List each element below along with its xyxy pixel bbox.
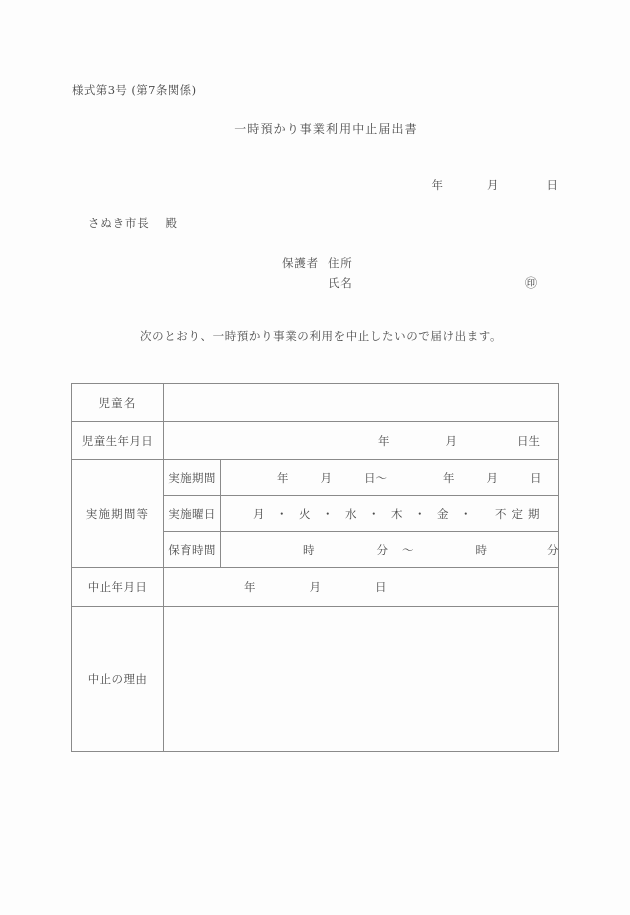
declaration-statement: 次のとおり、一時預かり事業の利用を中止したいので届け出ます。: [140, 329, 503, 343]
guardian-address-label: 住所: [328, 256, 353, 270]
weekday-option-wed[interactable]: 水: [345, 506, 357, 521]
period-end-year-label: 年: [443, 470, 455, 485]
period-start-year-label: 年: [277, 470, 289, 485]
child-birthdate-input[interactable]: [164, 422, 559, 460]
care-start-minute-label: 分: [376, 542, 388, 557]
child-birthdate-label: 児童生年月日: [72, 422, 164, 460]
weekday-separator: ・: [414, 506, 426, 521]
period-start-day-label: 日～: [364, 470, 387, 485]
stop-date-label: 中止年月日: [72, 568, 164, 607]
guardian-name-label: 氏名: [328, 276, 353, 290]
child-name-label: 児童名: [72, 384, 164, 422]
weekday-separator: ・: [460, 506, 472, 521]
guardian-label: 保護者: [282, 256, 319, 270]
stop-year-label: 年: [244, 580, 256, 594]
child-name-input[interactable]: [164, 384, 559, 422]
period-start-month-label: 月: [320, 470, 332, 485]
care-hours-input[interactable]: [221, 532, 559, 568]
stop-month-label: 月: [309, 580, 321, 594]
date-year-label: 年: [431, 178, 443, 192]
guardian-address-row: [282, 253, 353, 273]
table-row: [72, 422, 559, 460]
form-code: 様式第3号 (第7条関係): [72, 83, 197, 97]
birth-day-label: 日生: [517, 433, 540, 448]
period-end-day-label: 日: [530, 470, 542, 485]
stop-date-input[interactable]: [164, 568, 559, 607]
weekday-option-mon[interactable]: 月: [253, 506, 265, 521]
stop-reason-input[interactable]: [164, 607, 559, 752]
table-row: [72, 607, 559, 752]
addressee-recipient: さぬき市長: [88, 216, 150, 230]
guardian-block: [282, 253, 538, 293]
period-label: 実施期間: [164, 460, 221, 496]
care-end-hour-label: 時: [475, 542, 487, 557]
addressee-honorific: 殿: [165, 216, 178, 230]
date-month-label: 月: [487, 178, 499, 192]
care-start-hour-label: 時: [303, 542, 315, 557]
table-row: [72, 568, 559, 607]
weekdays-options[interactable]: [221, 496, 559, 532]
weekday-separator: ・: [368, 506, 380, 521]
table-row: [72, 384, 559, 422]
submission-date-line: [432, 177, 559, 193]
care-hours-tilde: ～: [402, 542, 414, 557]
care-hours-label: 保育時間: [164, 532, 221, 568]
guardian-name-row: [282, 273, 538, 293]
stop-day-label: 日: [375, 580, 387, 594]
care-end-minute-label: 分: [547, 542, 559, 557]
weekday-option-fri[interactable]: 金: [437, 506, 449, 521]
addressee: [88, 215, 178, 231]
period-end-month-label: 月: [486, 470, 498, 485]
stop-reason-label: 中止の理由: [72, 607, 164, 752]
period-input[interactable]: [221, 460, 559, 496]
date-day-label: 日: [546, 178, 558, 192]
weekday-option-thu[interactable]: 木: [391, 506, 403, 521]
application-table: [71, 383, 559, 752]
seal-icon: ㊞: [525, 276, 538, 290]
weekday-option-irregular[interactable]: 不定期: [495, 506, 545, 521]
table-row: [72, 460, 559, 496]
weekday-separator: ・: [322, 506, 334, 521]
weekday-separator: ・: [276, 506, 288, 521]
birth-year-label: 年: [378, 433, 390, 448]
weekdays-label: 実施曜日: [164, 496, 221, 532]
page-title: 一時預かり事業利用中止届出書: [234, 122, 418, 136]
birth-month-label: 月: [445, 433, 457, 448]
weekday-option-tue[interactable]: 火: [299, 506, 311, 521]
period-group-label: 実施期間等: [72, 460, 164, 568]
